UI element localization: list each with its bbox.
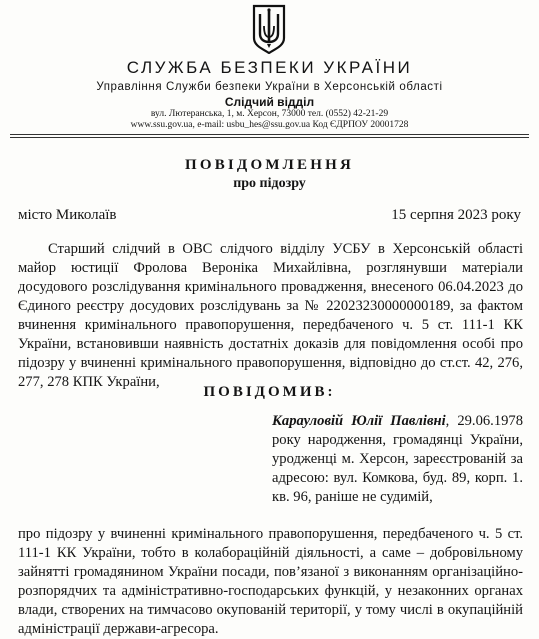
document-title: ПОВІДОМЛЕННЯ [184,157,355,173]
recipient-details: , 29.06.1978 року народження, громадянці України, уродженці м. Херсон, зареєстрованій за адресою: вул. Комкова, буд. 89, корп. 1. кв. 96, раніше не судимій, [272,413,523,505]
intro-paragraph: Старший слідчий в ОВС слідчого відділу УСБУ в Херсонській області майор юстиції Фролова Вероніка Михайлівна, розглянувши матеріали досудового розслідування кримінального провадження, внесеного 06.04.2023 до Єдиного реєстру досудових розслідувань за № 22023230000000189, за фактом вчинення кримінального правопорушення, передбаченого ч. 5 ст. 111-1 КК України, встановивши наявність достатніх доказів для повідомлення особі про підозру у вчиненні кримінального правопорушення, відповідно до ст.ст. 42, 276, 277, 278 КПК України, [18,241,523,390]
header-divider-thin [10,137,529,138]
suspicion-paragraph: про підозру у вчиненні кримінального правопорушення, передбаченого ч. 5 ст. 111-1 КК України, тобто в колабораційній діяльності, а саме – добровільному зайнятті громадянином України посади, пов’язаної з виконанням організаційно-розпорядчих та адміністративно-господарських функцій, у незаконних органах влади, створених на тимчасово окупованій території, у тому числі в окупаційній адміністрації держави-агресора. [18,526,523,637]
unit-name: Слідчий відділ [224,95,315,109]
agency-name: СЛУЖБА БЕЗПЕКИ УКРАЇНИ [126,58,413,77]
document-subtitle: про підозру [233,176,306,191]
document-place: місто Миколаїв [18,207,117,223]
contacts-line: www.ssu.gov.ua, e-mail: usbu_hes@ssu.gov.ua Код ЄДРПОУ 20001728 [130,120,409,130]
recipient-name: Карауловій Юлії Павлівні [272,413,446,429]
trident-emblem-icon [251,4,287,54]
document-date: 15 серпня 2023 року [391,207,521,223]
header-divider [10,134,529,135]
department-name: Управління Служби безпеки України в Херсонській області [96,81,443,93]
address-line: вул. Лютеранська, 1, м. Херсон, 73000 тел. (0552) 42-21-29 [150,109,389,119]
recipient-block [272,412,523,507]
declared-heading: ПОВІДОМИВ: [203,384,336,400]
